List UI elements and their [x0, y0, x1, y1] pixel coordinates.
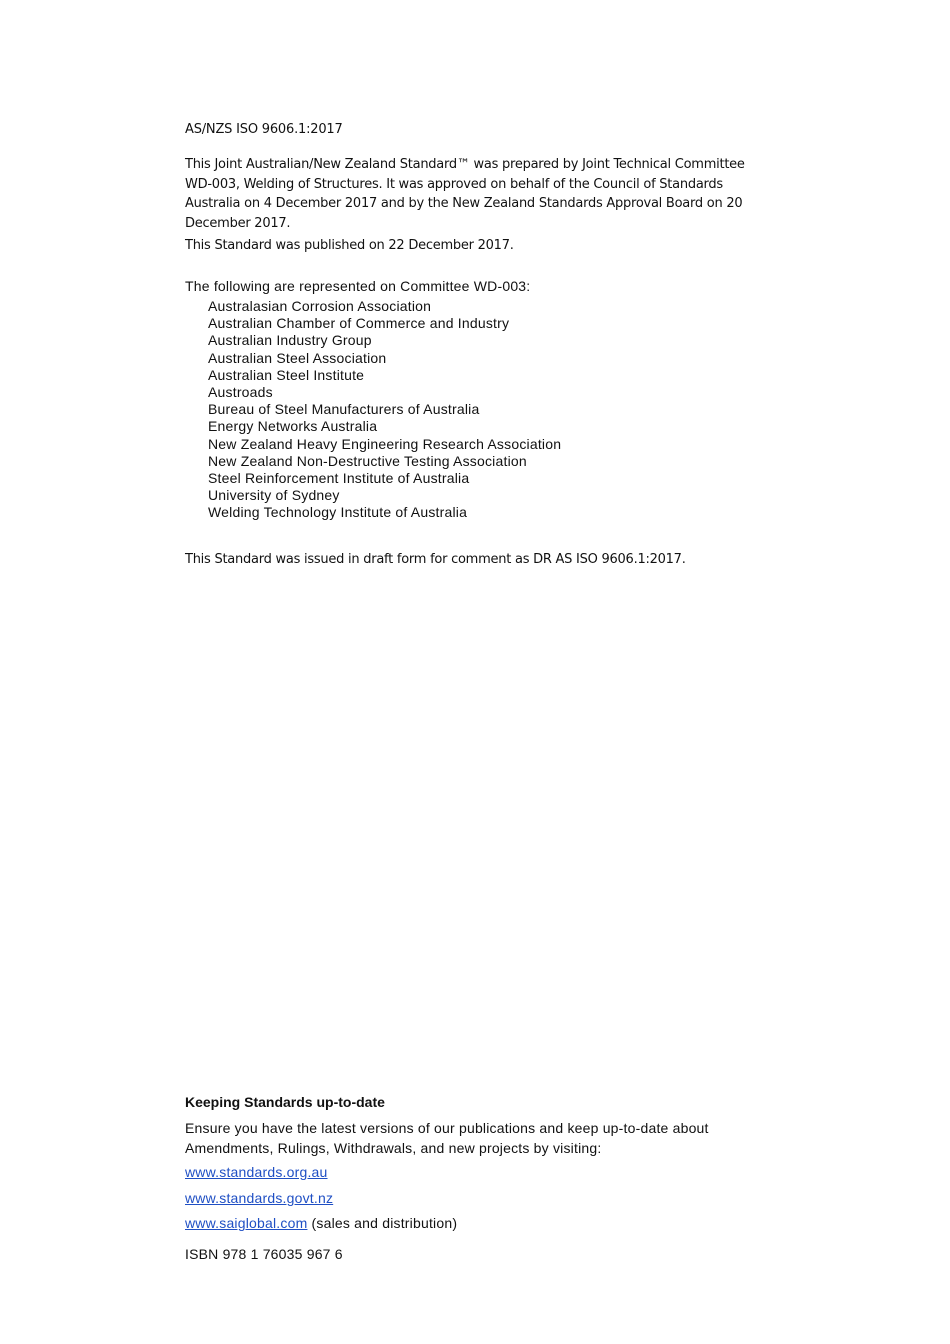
committee-member: Australian Industry Group: [208, 332, 372, 349]
isbn-text: ISBN 978 1 76035 967 6: [185, 1246, 343, 1262]
footer-link-row: [185, 1190, 333, 1206]
committee-member: Welding Technology Institute of Australia: [208, 504, 468, 521]
standards-nz-link[interactable]: www.standards.govt.nz: [185, 1190, 334, 1206]
footer-heading: Keeping Standards up-to-date: [185, 1094, 385, 1110]
committee-member: Australian Steel Institute: [208, 366, 365, 383]
committee-member: Bureau of Steel Manufacturers of Australia: [208, 401, 480, 418]
published-date-text: This Standard was published on 22 December 2017.: [185, 238, 514, 253]
committee-member: Australasian Corrosion Association: [208, 298, 432, 314]
committee-member: Energy Networks Australia: [208, 418, 378, 435]
committee-intro: The following are represented on Committee WD-003:: [185, 278, 531, 294]
saiglobal-link[interactable]: www.saiglobal.com: [185, 1215, 308, 1231]
committee-member: New Zealand Heavy Engineering Research Association: [208, 435, 562, 452]
committee-member-list: [208, 298, 561, 522]
standards-au-link[interactable]: www.standards.org.au: [185, 1164, 328, 1180]
draft-note: This Standard was issued in draft form for comment as DR AS ISO 9606.1:2017.: [185, 552, 686, 567]
committee-member: Steel Reinforcement Institute of Australia: [208, 470, 470, 487]
preparation-paragraph: This Joint Australian/New Zealand Standard™ was prepared by Joint Technical Committee WD-003, Welding of Structures. It was approved on behalf of the Council of Standards Australia on 4 December 2017 and by the New Zealand Standards Approval Board on 20 December 2017.: [185, 157, 745, 231]
committee-member: Australian Steel Association: [208, 349, 387, 366]
footer-link-row: [185, 1215, 457, 1231]
committee-member: Austroads: [208, 384, 273, 401]
footer-paragraph: Ensure you have the latest versions of our publications and keep up-to-date about Amendments, Rulings, Withdrawals, and new projects by visiting:: [185, 1120, 709, 1156]
footer-link-row: [185, 1164, 328, 1180]
committee-member: Australian Chamber of Commerce and Industry: [208, 315, 510, 332]
committee-member: University of Sydney: [208, 487, 340, 504]
document-id: AS/NZS ISO 9606.1:2017: [185, 122, 343, 137]
committee-member: New Zealand Non-Destructive Testing Association: [208, 452, 527, 469]
link-suffix: (sales and distribution): [307, 1215, 458, 1231]
